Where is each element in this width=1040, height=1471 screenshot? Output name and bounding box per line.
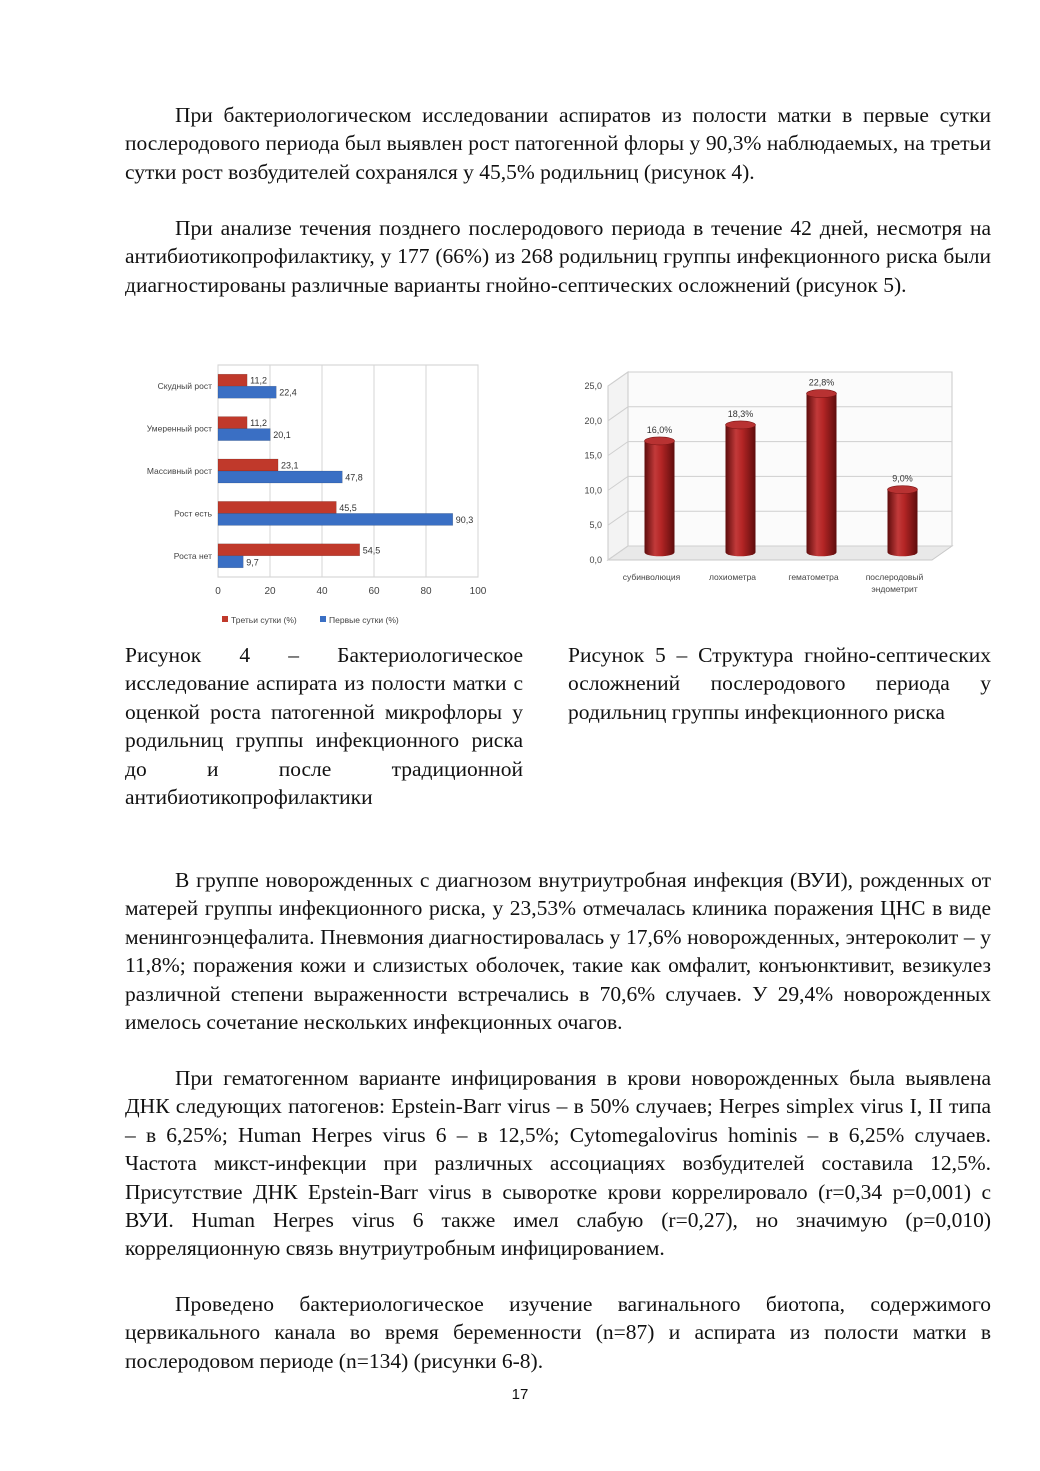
bar bbox=[218, 417, 247, 429]
data-label: 47,8 bbox=[345, 472, 363, 483]
category-label: послеродовый bbox=[865, 572, 924, 582]
y-tick-label: 25,0 bbox=[584, 381, 602, 391]
y-tick-label: 5,0 bbox=[589, 520, 602, 531]
bar bbox=[807, 394, 837, 557]
bar bbox=[218, 429, 270, 441]
bar bbox=[218, 459, 278, 471]
bar-top bbox=[807, 390, 837, 398]
y-tick-label: 10,0 bbox=[584, 485, 602, 496]
paragraph-2: При анализе течения позднего послеродового периода в течение 42 дней, несмотря на антибиотикопрофилактику, у 177 (66%) из 268 родильниц группы инфекционного риска были диагностированы различные варианты гнойно-септических осложнений (рисунок 5). bbox=[125, 216, 991, 297]
y-tick-label: 20,0 bbox=[584, 415, 602, 426]
paragraph-1: При бактериологическом исследовании аспиратов из полости матки в первые сутки послеродового периода был выявлен рост патогенной флоры у 90,3% наблюдаемых, на третьи сутки рост возбудителей сохранялся у 45,5% родильниц (рисунок 4). bbox=[125, 103, 991, 184]
legend-swatch bbox=[222, 616, 228, 622]
x-tick-label: 40 bbox=[316, 586, 328, 597]
figure-4-caption: Рисунок 4 – Бактериологическое исследование аспирата из полости матки с оценкой роста патогенной микрофлоры у родильниц группы инфекционного риска до и после традиционной антибиотикопрофилактики bbox=[125, 643, 523, 810]
paragraph-3: В группе новорожденных с диагнозом внутриутробная инфекция (ВУИ), рожденных от матерей группы инфекционного риска, у 23,53% отмечалась клиника поражения ЦНС в виде менингоэнцефалита. Пневмония диагностировалась у 17,6% новорожденных, энтероколит – у 11,8%; поражения кожи и слизистых оболочек, такие как омфалит, конъюнктивит, везикулез различной степени выраженности встречались в 70,6% случаев. У 29,4% новорожденных имелось сочетание нескольких инфекционных очагов. bbox=[125, 868, 991, 1035]
y-tick-label: 15,0 bbox=[584, 450, 602, 461]
paragraph-4: При гематогенном варианте инфицирования в крови новорожденных была выявлена ДНК следующих патогенов: Epstein-Barr virus – в 50% случаев; Herpes simplex virus I, II типа – в 6,25%; Human Herpes virus 6 – в 12,5%; Cytomegalovirus hominis – в 6,25% случаев. Частота микст-инфекции при различных ассоциациях возбудителей составила 12,5%. Присутствие ДНК Epstein-Barr virus в сыворотке крови коррелировало (r=0,34 p=0,001) с ВУИ. Human Herpes virus 6 также имел слабую (r=0,27), но значимую (p=0,010) корреляционную связь внутриутробным инфицированием. bbox=[125, 1066, 991, 1261]
data-label: 20,1 bbox=[273, 430, 291, 441]
bar-top bbox=[726, 421, 756, 429]
category-label: лохиометра bbox=[708, 572, 757, 582]
data-label: 11,2 bbox=[250, 418, 267, 429]
category-label: Массивный рост bbox=[146, 466, 212, 476]
category-label: Умеренный рост bbox=[146, 423, 212, 434]
category-label: субинволюция bbox=[622, 572, 681, 582]
category-label: Рост есть bbox=[174, 508, 212, 519]
page-number: 17 bbox=[511, 1386, 529, 1403]
figure-5-chart bbox=[560, 362, 970, 607]
category-label: эндометрит bbox=[871, 584, 918, 594]
figure-4-chart bbox=[130, 355, 500, 635]
x-tick-label: 100 bbox=[469, 586, 487, 597]
bar-top bbox=[645, 437, 675, 445]
data-label: 16,0% bbox=[646, 424, 673, 435]
x-tick-label: 0 bbox=[215, 586, 221, 597]
data-label: 11,2 bbox=[250, 375, 267, 386]
x-tick-label: 20 bbox=[264, 586, 276, 597]
data-label: 90,3 bbox=[455, 514, 474, 525]
data-label: 18,3% bbox=[727, 408, 754, 419]
data-label: 22,4 bbox=[279, 387, 297, 398]
bar-top bbox=[888, 486, 918, 494]
side-wall bbox=[608, 372, 628, 560]
bar bbox=[218, 386, 276, 398]
bar bbox=[218, 374, 247, 386]
y-tick-label: 0,0 bbox=[589, 555, 602, 565]
category-label: гематометра bbox=[788, 572, 839, 582]
bar bbox=[726, 425, 756, 556]
data-label: 45,5 bbox=[339, 502, 357, 513]
bar bbox=[218, 513, 453, 525]
bar bbox=[218, 544, 360, 556]
category-label: Роста нет bbox=[173, 550, 212, 561]
x-tick-label: 80 bbox=[420, 586, 432, 597]
data-label: 9,7 bbox=[246, 557, 259, 568]
legend-swatch bbox=[320, 616, 326, 622]
figure-5-caption: Рисунок 5 – Структура гнойно-септических осложнений послеродового периода у родильниц группы инфекционного риска bbox=[568, 643, 991, 724]
bar bbox=[218, 556, 243, 568]
bar bbox=[888, 490, 918, 557]
bar bbox=[645, 441, 675, 556]
data-label: 23,1 bbox=[281, 460, 299, 471]
data-label: 54,5 bbox=[362, 545, 381, 556]
data-label: 9,0% bbox=[892, 473, 913, 484]
bar bbox=[218, 501, 336, 513]
x-tick-label: 60 bbox=[368, 586, 380, 597]
legend-label: Третьи сутки (%) bbox=[231, 615, 297, 625]
paragraph-5: Проведено бактериологическое изучение вагинального биотопа, содержимого цервикального канала во время беременности (n=87) и аспирата из полости матки в послеродовом периоде (n=134) (рисунки 6-8). bbox=[125, 1292, 991, 1373]
data-label: 22,8% bbox=[808, 377, 835, 388]
bar bbox=[218, 471, 342, 483]
category-label: Скудный рост bbox=[157, 381, 212, 392]
legend-label: Первые сутки (%) bbox=[329, 615, 399, 625]
